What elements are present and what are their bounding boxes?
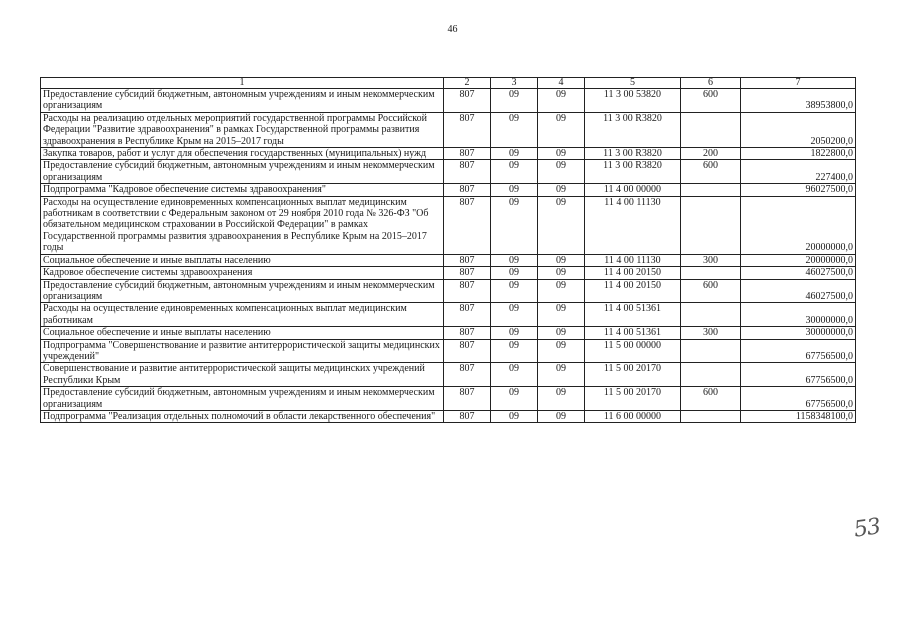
expense-type-cell [681, 112, 741, 147]
row-name-cell: Предоставление субсидий бюджетным, автономным учреждениям и иным некоммерческим организациям [41, 387, 444, 411]
table-row [41, 254, 856, 266]
amount-cell: 227400,0 [741, 160, 856, 184]
amount-cell: 67756500,0 [741, 339, 856, 363]
table-row [41, 410, 856, 422]
target-article-cell: 11 5 00 20170 [585, 387, 681, 411]
amount-cell: 96027500,0 [741, 184, 856, 196]
section-cell: 09 [491, 410, 538, 422]
expense-type-cell: 200 [681, 148, 741, 160]
row-name-cell: Подпрограмма "Совершенствование и развитие антитеррористической защиты медицинских учреждений" [41, 339, 444, 363]
column-header: 4 [538, 78, 585, 89]
target-article-cell: 11 4 00 11130 [585, 196, 681, 254]
amount-cell: 30000000,0 [741, 303, 856, 327]
row-name-cell: Предоставление субсидий бюджетным, автономным учреждениям и иным некоммерческим организациям [41, 160, 444, 184]
subsection-cell: 09 [538, 279, 585, 303]
subsection-cell: 09 [538, 303, 585, 327]
row-name-cell: Предоставление субсидий бюджетным, автономным учреждениям и иным некоммерческим организациям [41, 279, 444, 303]
target-article-cell: 11 3 00 R3820 [585, 112, 681, 147]
subsection-cell: 09 [538, 267, 585, 279]
amount-cell: 67756500,0 [741, 363, 856, 387]
column-header: 7 [741, 78, 856, 89]
subsection-cell: 09 [538, 148, 585, 160]
expense-type-cell: 600 [681, 279, 741, 303]
subsection-cell: 09 [538, 410, 585, 422]
row-name-cell: Закупка товаров, работ и услуг для обеспечения государственных (муниципальных) нужд [41, 148, 444, 160]
handwritten-page-mark: 53 [852, 514, 882, 543]
glava-cell: 807 [444, 303, 491, 327]
glava-cell: 807 [444, 254, 491, 266]
section-cell: 09 [491, 363, 538, 387]
expense-type-cell [681, 339, 741, 363]
table-row [41, 267, 856, 279]
target-article-cell: 11 5 00 20170 [585, 363, 681, 387]
row-name-cell: Расходы на осуществление единовременных компенсационных выплат медицинским работникам в соответствии с Федеральным законом от 29 ноября 2010 года № 326-ФЗ "Об обязательном медицинском страховании в Российской Федерации" в рамках Государственной программы развития здравоохранения в Республике Крым на 2015–2017 годы [41, 196, 444, 254]
table-row [41, 184, 856, 196]
amount-cell: 20000000,0 [741, 196, 856, 254]
table-row [41, 363, 856, 387]
expense-type-cell: 300 [681, 254, 741, 266]
glava-cell: 807 [444, 339, 491, 363]
target-article-cell: 11 4 00 20150 [585, 267, 681, 279]
amount-cell: 30000000,0 [741, 327, 856, 339]
section-cell: 09 [491, 327, 538, 339]
column-header: 3 [491, 78, 538, 89]
column-header: 6 [681, 78, 741, 89]
table-header-row [41, 78, 856, 89]
table-row [41, 89, 856, 113]
target-article-cell: 11 4 00 51361 [585, 303, 681, 327]
glava-cell: 807 [444, 196, 491, 254]
expense-type-cell [681, 196, 741, 254]
section-cell: 09 [491, 254, 538, 266]
row-name-cell: Совершенствование и развитие антитеррористической защиты медицинских учреждений Республики Крым [41, 363, 444, 387]
target-article-cell: 11 4 00 51361 [585, 327, 681, 339]
subsection-cell: 09 [538, 89, 585, 113]
glava-cell: 807 [444, 363, 491, 387]
column-header: 5 [585, 78, 681, 89]
target-article-cell: 11 3 00 R3820 [585, 160, 681, 184]
subsection-cell: 09 [538, 112, 585, 147]
amount-cell: 1822800,0 [741, 148, 856, 160]
expense-type-cell [681, 303, 741, 327]
section-cell: 09 [491, 160, 538, 184]
row-name-cell: Предоставление субсидий бюджетным, автономным учреждениям и иным некоммерческим организациям [41, 89, 444, 113]
target-article-cell: 11 3 00 53820 [585, 89, 681, 113]
budget-table [40, 77, 856, 423]
table-row [41, 387, 856, 411]
glava-cell: 807 [444, 410, 491, 422]
subsection-cell: 09 [538, 387, 585, 411]
glava-cell: 807 [444, 89, 491, 113]
glava-cell: 807 [444, 267, 491, 279]
section-cell: 09 [491, 303, 538, 327]
expense-type-cell: 300 [681, 327, 741, 339]
section-cell: 09 [491, 148, 538, 160]
section-cell: 09 [491, 279, 538, 303]
glava-cell: 807 [444, 148, 491, 160]
glava-cell: 807 [444, 387, 491, 411]
table-row [41, 339, 856, 363]
amount-cell: 67756500,0 [741, 387, 856, 411]
section-cell: 09 [491, 339, 538, 363]
section-cell: 09 [491, 89, 538, 113]
section-cell: 09 [491, 184, 538, 196]
subsection-cell: 09 [538, 254, 585, 266]
glava-cell: 807 [444, 112, 491, 147]
page-number: 46 [447, 24, 458, 35]
subsection-cell: 09 [538, 327, 585, 339]
target-article-cell: 11 4 00 20150 [585, 279, 681, 303]
glava-cell: 807 [444, 327, 491, 339]
table-row [41, 148, 856, 160]
amount-cell: 38953800,0 [741, 89, 856, 113]
target-article-cell: 11 4 00 11130 [585, 254, 681, 266]
expense-type-cell: 600 [681, 89, 741, 113]
subsection-cell: 09 [538, 363, 585, 387]
section-cell: 09 [491, 112, 538, 147]
expense-type-cell: 600 [681, 387, 741, 411]
expense-type-cell: 600 [681, 160, 741, 184]
amount-cell: 1158348100,0 [741, 410, 856, 422]
glava-cell: 807 [444, 160, 491, 184]
amount-cell: 20000000,0 [741, 254, 856, 266]
row-name-cell: Подпрограмма "Реализация отдельных полномочий в области лекарственного обеспечения" [41, 410, 444, 422]
glava-cell: 807 [444, 279, 491, 303]
column-header: 1 [41, 78, 444, 89]
table-row [41, 112, 856, 147]
subsection-cell: 09 [538, 184, 585, 196]
row-name-cell: Подпрограмма "Кадровое обеспечение системы здравоохранения" [41, 184, 444, 196]
expense-type-cell [681, 410, 741, 422]
glava-cell: 807 [444, 184, 491, 196]
target-article-cell: 11 5 00 00000 [585, 339, 681, 363]
subsection-cell: 09 [538, 339, 585, 363]
section-cell: 09 [491, 267, 538, 279]
row-name-cell: Социальное обеспечение и иные выплаты населению [41, 254, 444, 266]
table-row [41, 196, 856, 254]
row-name-cell: Расходы на реализацию отдельных мероприятий государственной программы Российской Федерации "Развитие здравоохранения" в рамках Государственной программы развития здравоохранения в Республике Крым на 2015–2017 годы [41, 112, 444, 147]
amount-cell: 46027500,0 [741, 267, 856, 279]
column-header: 2 [444, 78, 491, 89]
expense-type-cell [681, 363, 741, 387]
subsection-cell: 09 [538, 160, 585, 184]
table-row [41, 160, 856, 184]
section-cell: 09 [491, 196, 538, 254]
target-article-cell: 11 3 00 R3820 [585, 148, 681, 160]
expense-type-cell [681, 267, 741, 279]
amount-cell: 46027500,0 [741, 279, 856, 303]
target-article-cell: 11 6 00 00000 [585, 410, 681, 422]
row-name-cell: Кадровое обеспечение системы здравоохранения [41, 267, 444, 279]
table-row [41, 279, 856, 303]
row-name-cell: Расходы на осуществление единовременных компенсационных выплат медицинским работникам [41, 303, 444, 327]
target-article-cell: 11 4 00 00000 [585, 184, 681, 196]
subsection-cell: 09 [538, 196, 585, 254]
table-row [41, 303, 856, 327]
expense-type-cell [681, 184, 741, 196]
section-cell: 09 [491, 387, 538, 411]
table-row [41, 327, 856, 339]
row-name-cell: Социальное обеспечение и иные выплаты населению [41, 327, 444, 339]
amount-cell: 2050200,0 [741, 112, 856, 147]
